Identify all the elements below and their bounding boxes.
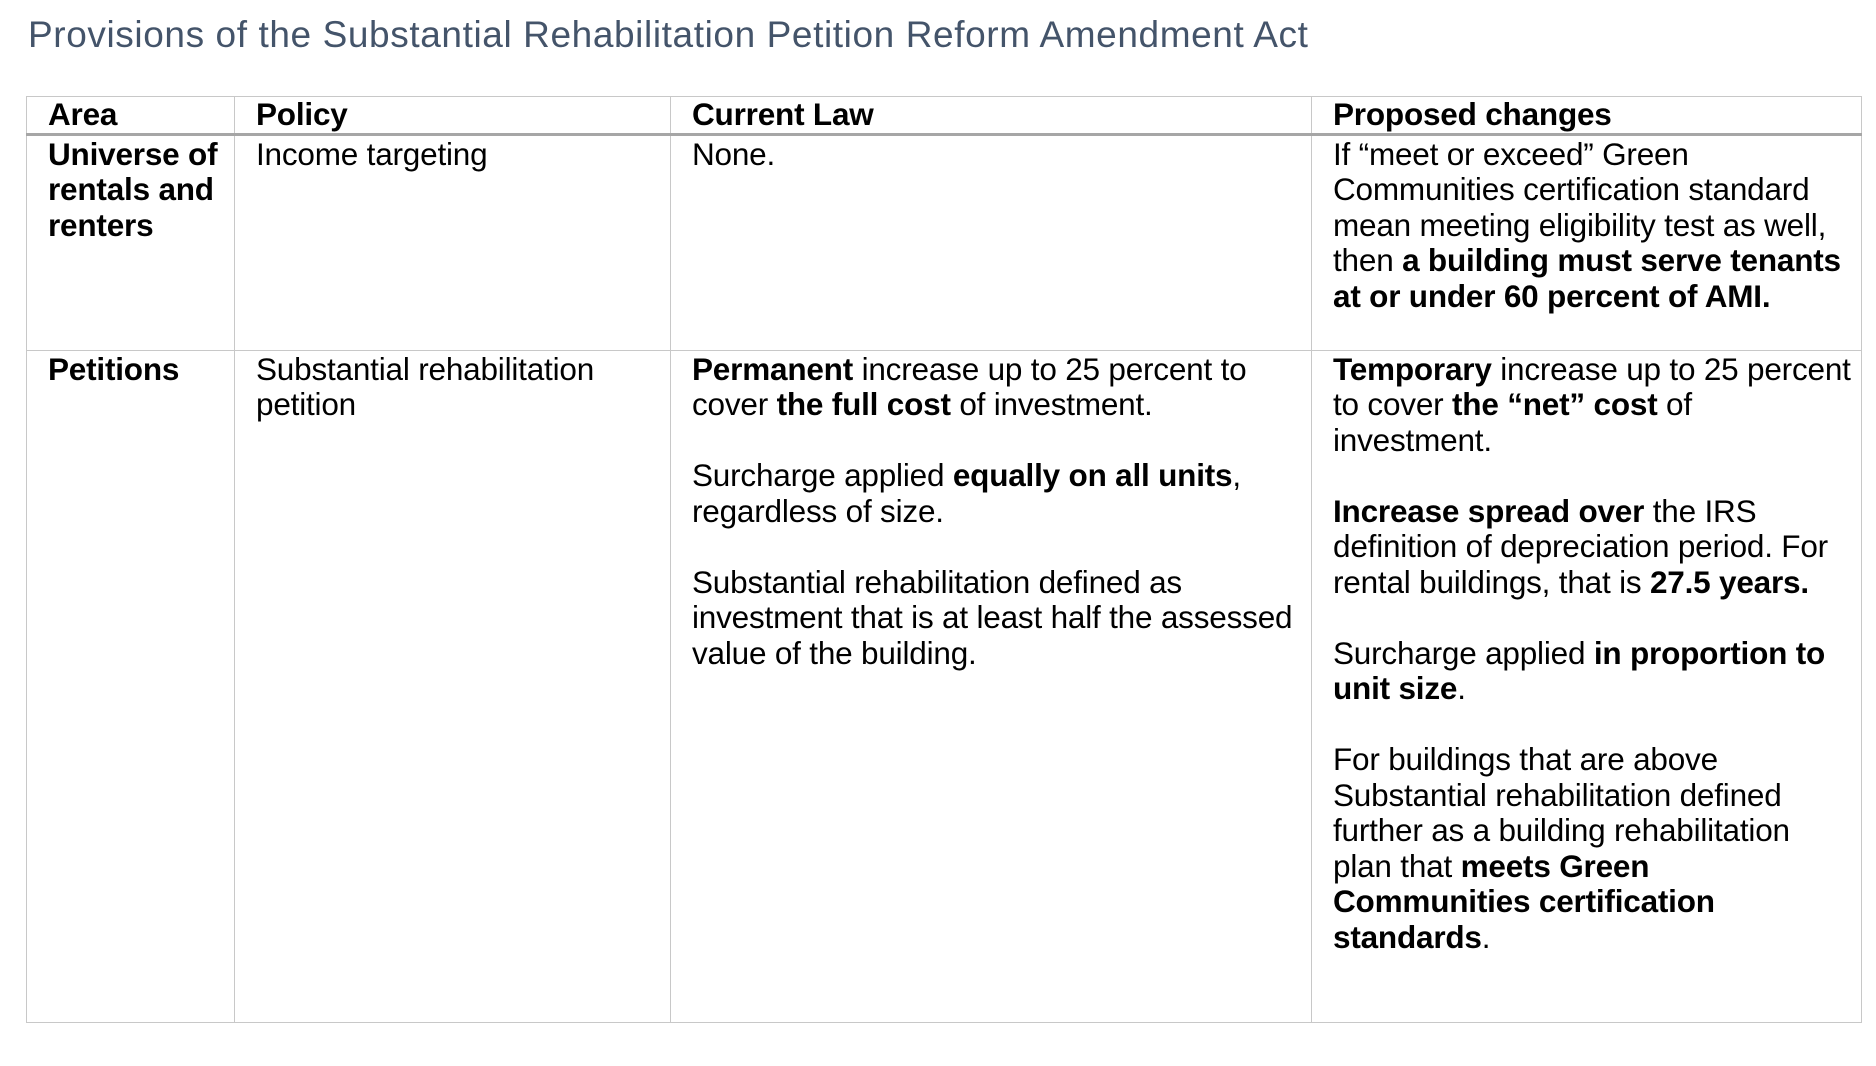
current-law-cell <box>671 350 1312 1022</box>
cell-paragraph <box>1333 494 1851 601</box>
cell-paragraph <box>692 565 1301 672</box>
text-run: Substantial rehabilitation defined as investment that is at least half the assessed value of the building. <box>692 563 1293 671</box>
text-run: For buildings that are above Substantial rehabilitation defined further as a building rehabilitation plan that <box>1333 741 1790 884</box>
header-area: Area <box>27 97 235 135</box>
page-title: Provisions of the Substantial Rehabilitation Petition Reform Amendment Act <box>28 14 1309 55</box>
text-run: increase up to 25 percent to cover <box>1333 350 1851 422</box>
bold-text-run: Temporary <box>1333 350 1492 387</box>
text-run: Surcharge applied <box>1333 634 1594 671</box>
table-row <box>27 134 1862 350</box>
cell-paragraph <box>1333 352 1851 459</box>
header-proposed-changes: Proposed changes <box>1312 97 1862 135</box>
cell-paragraph <box>1333 137 1851 315</box>
bold-text-run: Permanent <box>692 350 854 387</box>
bold-text-run: a building must serve tenants at or under 60 percent of AMI. <box>1333 242 1841 314</box>
proposed-changes-cell <box>1312 350 1862 1022</box>
bold-text-run: equally on all units <box>952 457 1233 493</box>
text-run: of investment. <box>1333 386 1692 458</box>
text-run: . <box>1457 670 1466 706</box>
provisions-table <box>26 96 1862 1023</box>
text-run: increase up to 25 percent to cover <box>692 350 1247 422</box>
current-law-cell <box>671 134 1312 350</box>
cell-paragraph <box>1333 742 1851 955</box>
header-policy: Policy <box>235 97 671 135</box>
bold-text-run: the full cost <box>776 386 951 422</box>
bold-text-run: meets Green Communities certification standards <box>1333 847 1715 955</box>
policy-cell: Income targeting <box>235 134 671 350</box>
area-cell: Universe of rentals and renters <box>27 134 235 350</box>
bold-text-run: the “net” cost <box>1452 386 1658 422</box>
cell-paragraph <box>1333 636 1851 707</box>
text-run: of investment. <box>950 386 1153 422</box>
text-run: . <box>1481 918 1491 955</box>
bold-text-run: 27.5 years. <box>1649 563 1809 600</box>
table-header-row <box>27 97 1862 135</box>
bold-text-run: Increase spread over <box>1333 492 1645 529</box>
table-row <box>27 350 1862 1022</box>
text-run: Surcharge applied <box>692 457 953 493</box>
bold-text-run: in proportion to unit size <box>1333 634 1826 706</box>
text-run: If “meet or exceed” Green Communities certification standard mean meeting eligibility test as well, then <box>1333 135 1827 278</box>
text-run: None. <box>692 135 776 172</box>
cell-paragraph <box>692 137 1301 173</box>
proposed-changes-cell <box>1312 134 1862 350</box>
policy-cell: Substantial rehabilitation petition <box>235 350 671 1022</box>
text-run: the IRS definition of depreciation period. For rental buildings, that is <box>1333 492 1828 600</box>
area-cell: Petitions <box>27 350 235 1022</box>
text-run: , regardless of size. <box>692 457 1241 529</box>
header-current-law: Current Law <box>671 97 1312 135</box>
cell-paragraph <box>692 458 1301 529</box>
cell-paragraph <box>692 352 1301 423</box>
